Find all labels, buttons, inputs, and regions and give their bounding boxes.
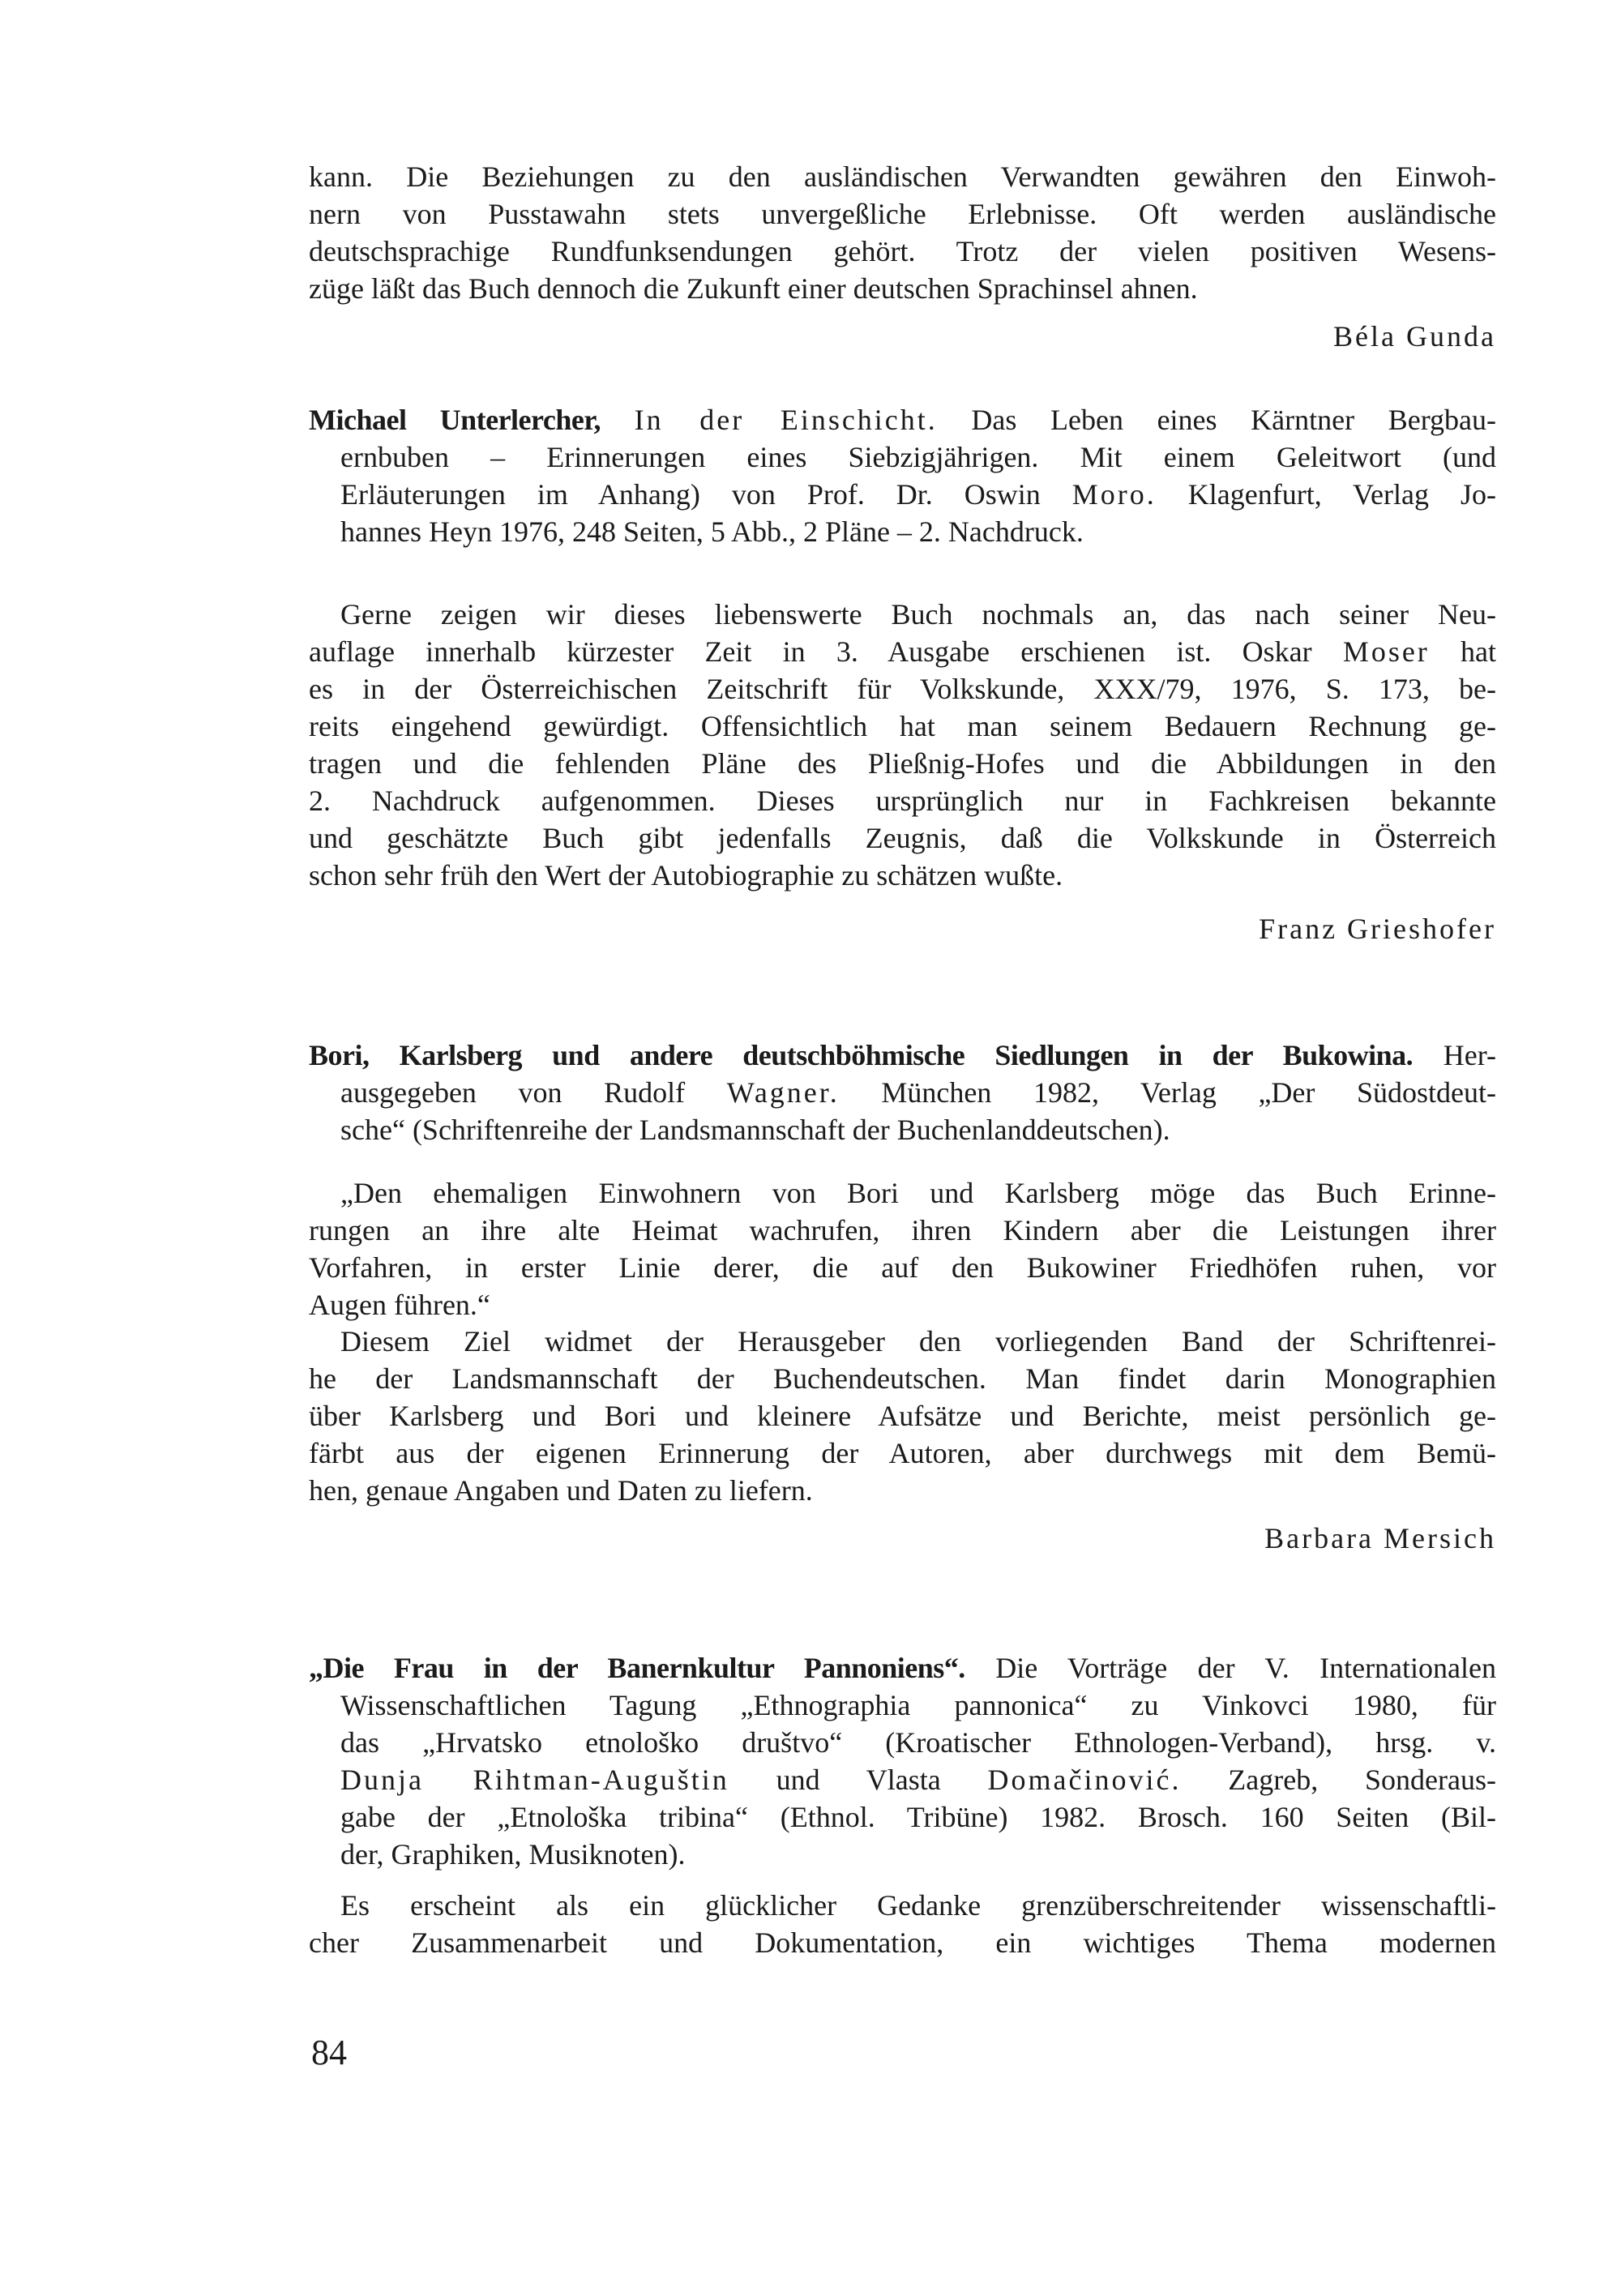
text-run: he der Landsmannschaft der Buchendeutschen. Man findet darin Monographien [309, 1362, 1496, 1395]
review-1-continuation [309, 158, 1496, 307]
text-run: Diesem Ziel widmet der Herausgeber den vorliegenden Band der Schriftenrei- [340, 1325, 1496, 1358]
spaced-name: Domačinović. [987, 1764, 1182, 1796]
text-line [309, 438, 1496, 476]
text-line [309, 1724, 1496, 1761]
text-line [309, 1249, 1496, 1286]
text-run: Wissenschaftlichen Tagung „Ethnographia pannonica“ zu Vinkovci 1980, für [340, 1689, 1496, 1721]
text-line [309, 1836, 1496, 1873]
text-run: rungen an ihre alte Heimat wachrufen, ihren Kindern aber die Leistungen ihrer [309, 1214, 1496, 1246]
text-run: Gerne zeigen wir dieses liebenswerte Buch nochmals an, das nach seiner Neu- [340, 598, 1496, 631]
bold-title: „Die Frau in der Banernkultur Pannoniens“. [309, 1652, 965, 1684]
review-2-citation [309, 401, 1496, 550]
text-run: sche“ (Schriftenreihe der Landsmannschaft der Buchenlanddeutschen). [340, 1114, 1170, 1146]
text-run: ausgegeben von Rudolf [340, 1076, 727, 1109]
bold-title: Bori, Karlsberg und andere deutschböhmische Siedlungen in der Bukowina. [309, 1039, 1414, 1071]
text-line [309, 596, 1496, 633]
text-run: kann. Die Beziehungen zu den ausländischen Verwandten gewähren den Einwoh- [309, 160, 1496, 193]
text-run: Erläuterungen im Anhang) von Prof. Dr. Oswin [340, 478, 1072, 511]
text-line [309, 1074, 1496, 1111]
review-2-paragraph [309, 596, 1496, 894]
review-4-citation [309, 1649, 1496, 1873]
text-line [309, 1472, 1496, 1509]
text-line [309, 819, 1496, 857]
text-line [309, 857, 1496, 894]
page-number: 84 [311, 2033, 347, 2072]
text-run: Es erscheint als ein glücklicher Gedanke grenzüberschreitender wissenschaftli- [340, 1889, 1496, 1922]
text-run: über Karlsberg und Bori und kleinere Aufsätze und Berichte, meist persönlich ge- [309, 1400, 1496, 1432]
text-run: hat [1429, 635, 1497, 668]
text-run: Augen führen.“ [309, 1289, 490, 1321]
text-line [309, 1924, 1496, 1961]
spaced-name: In der Einschicht. [634, 404, 938, 436]
review-3-citation [309, 1037, 1496, 1148]
text-line [309, 708, 1496, 745]
text-run: ernbuben – Erinnerungen eines Siebzigjährigen. Mit einem Geleitwort (und [340, 441, 1496, 473]
text-run: München 1982, Verlag „Der Südostdeut- [839, 1076, 1496, 1109]
text-run [601, 404, 635, 436]
review-1-signature: Béla Gunda [1333, 320, 1496, 353]
text-line [309, 270, 1496, 307]
text-line [309, 1798, 1496, 1836]
text-run: nern von Pusstawahn stets unvergeßliche Erlebnisse. Oft werden ausländische [309, 198, 1496, 230]
text-line [309, 158, 1496, 195]
text-line [309, 1212, 1496, 1249]
text-line [309, 1286, 1496, 1323]
text-run: Die Vorträge der V. Internationalen [964, 1652, 1496, 1684]
text-line [309, 1434, 1496, 1472]
text-line [309, 745, 1496, 782]
text-run: schon sehr früh den Wert der Autobiographie zu schätzen wußte. [309, 859, 1063, 891]
review-4-paragraph [309, 1887, 1496, 1961]
text-run: und geschätzte Buch gibt jedenfalls Zeugnis, daß die Volkskunde in Österreich [309, 822, 1496, 854]
text-run: Klagenfurt, Verlag Jo- [1156, 478, 1496, 511]
text-line [309, 233, 1496, 270]
review-3-signature: Barbara Mersich [1264, 1522, 1496, 1554]
text-run: tragen und die fehlenden Pläne des Pließnig-Hofes und die Abbildungen in den [309, 747, 1496, 780]
text-run: Vorfahren, in erster Linie derer, die auf den Bukowiner Friedhöfen ruhen, vor [309, 1251, 1496, 1284]
text-run: züge läßt das Buch dennoch die Zukunft einer deutschen Sprachinsel ahnen. [309, 272, 1198, 305]
text-line [309, 1761, 1496, 1798]
text-run: deutschsprachige Rundfunksendungen gehört. Trotz der vielen positiven Wesens- [309, 235, 1496, 267]
spaced-name: Wagner. [726, 1076, 840, 1109]
text-run: Das Leben eines Kärntner Bergbau- [937, 404, 1497, 436]
review-3-quote-paragraph [309, 1174, 1496, 1323]
text-run: das „Hrvatsko etnološko društvo“ (Kroatischer Ethnologen-Verband), hrsg. v. [340, 1726, 1496, 1759]
text-line [309, 401, 1496, 438]
text-run: hen, genaue Angaben und Daten zu liefern. [309, 1474, 813, 1507]
text-line [309, 1887, 1496, 1924]
text-line [309, 195, 1496, 233]
text-run: Zagreb, Sonderaus- [1181, 1764, 1496, 1796]
text-run: cher Zusammenarbeit und Dokumentation, ein wichtiges Thema modernen [309, 1926, 1496, 1959]
text-line [309, 513, 1496, 550]
spaced-name: Dunja Rihtman-Auguštin [340, 1764, 729, 1796]
text-run: hannes Heyn 1976, 248 Seiten, 5 Abb., 2 Pläne – 2. Nachdruck. [340, 515, 1084, 548]
text-run: der, Graphiken, Musiknoten). [340, 1838, 686, 1871]
text-line [309, 476, 1496, 513]
text-line [309, 633, 1496, 670]
text-run: gabe der „Etnološka tribina“ (Ethnol. Tribüne) 1982. Brosch. 160 Seiten (Bil- [340, 1801, 1496, 1833]
text-run: „Den ehemaligen Einwohnern von Bori und Karlsberg möge das Buch Erinne- [340, 1177, 1496, 1209]
text-line [309, 782, 1496, 819]
text-line [309, 1037, 1496, 1074]
text-run: färbt aus der eigenen Erinnerung der Autoren, aber durchwegs mit dem Bemü- [309, 1437, 1496, 1469]
text-line [309, 1397, 1496, 1434]
text-line [309, 1360, 1496, 1397]
review-3-paragraph [309, 1323, 1496, 1509]
text-line [309, 670, 1496, 708]
review-2-signature: Franz Grieshofer [1259, 913, 1496, 945]
text-run: es in der Österreichischen Zeitschrift für Volkskunde, XXX/79, 1976, S. 173, be- [309, 673, 1496, 705]
text-run: 2. Nachdruck aufgenommen. Dieses ursprünglich nur in Fachkreisen bekannte [309, 785, 1496, 817]
text-run: auflage innerhalb kürzester Zeit in 3. Ausgabe erschienen ist. Oskar [309, 635, 1343, 668]
text-line [309, 1687, 1496, 1724]
bold-title: Michael Unterlercher, [309, 404, 601, 436]
text-line [309, 1174, 1496, 1212]
text-run: Her- [1413, 1039, 1496, 1071]
text-line [309, 1649, 1496, 1687]
spaced-name: Moser [1342, 635, 1430, 668]
text-line [309, 1111, 1496, 1148]
spaced-name: Moro. [1071, 478, 1157, 511]
text-run: und Vlasta [729, 1764, 988, 1796]
text-line [309, 1323, 1496, 1360]
text-run: reits eingehend gewürdigt. Offensichtlich hat man seinem Bedauern Rechnung ge- [309, 710, 1496, 742]
